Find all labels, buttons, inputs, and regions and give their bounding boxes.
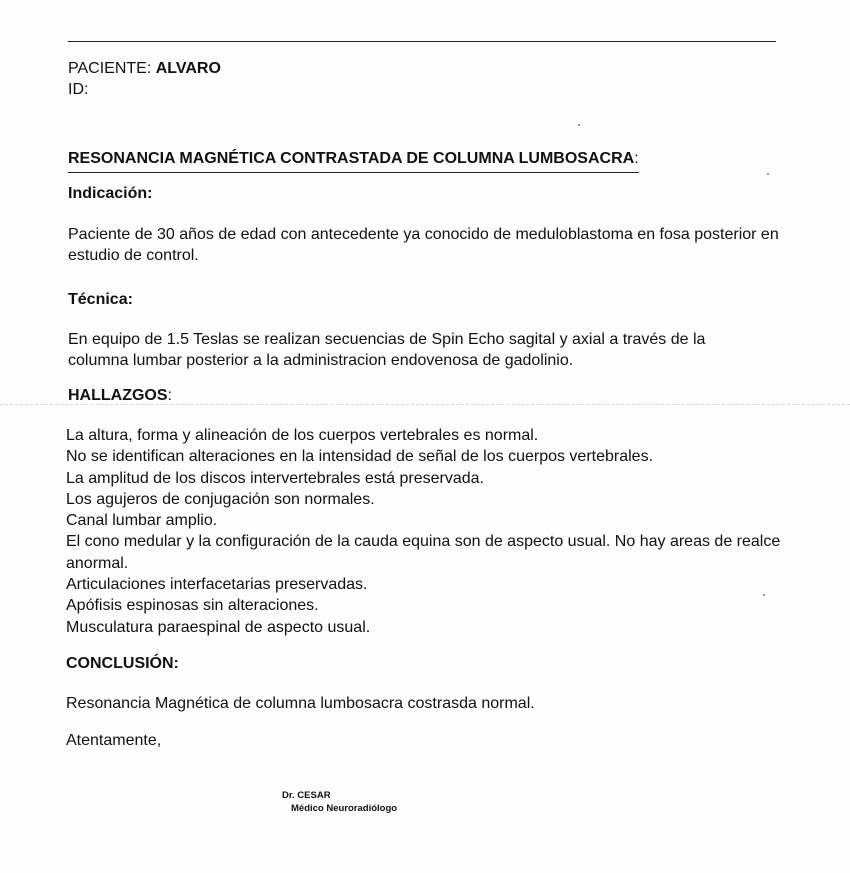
conclusion-heading: CONCLUSIÓN: xyxy=(66,655,179,672)
patient-name: ALVARO xyxy=(155,60,221,77)
scan-speck xyxy=(763,594,765,596)
finding-item: Los agujeros de conjugación son normales. xyxy=(66,490,375,508)
report-title-text: RESONANCIA MAGNÉTICA CONTRASTADA DE COLUMNA LUMBOSACRA xyxy=(68,150,635,167)
finding-item: La amplitud de los discos intervertebrales está preservada. xyxy=(66,469,484,487)
tecnica-text: En equipo de 1.5 Teslas se realizan secuencias de Spin Echo sagital y axial a través de la columna lumbar posterior a la administracion endovenosa de gadolinio. xyxy=(68,331,706,369)
hallazgos-heading xyxy=(68,386,172,406)
signature-name: Dr. CESAR xyxy=(282,790,331,801)
scan-speck xyxy=(578,124,580,126)
finding-item: Musculatura paraespinal de aspecto usual. xyxy=(66,618,371,636)
report-title-colon: : xyxy=(634,150,639,167)
hallazgos-heading-text: HALLAZGOS xyxy=(68,387,168,404)
scan-speck xyxy=(767,173,769,175)
signature-role: Médico Neuroradiólogo xyxy=(291,803,398,814)
patient-line xyxy=(68,59,221,79)
closing-text: Atentamente, xyxy=(66,732,162,749)
finding-item: La altura, forma y alineación de los cuerpos vertebrales es normal. xyxy=(66,427,539,444)
conclusion-text: Resonancia Magnética de columna lumbosacra costrasda normal. xyxy=(66,695,535,712)
finding-item: Articulaciones interfacetarias preservadas. xyxy=(66,576,368,594)
indicacion-heading: Indicación: xyxy=(68,185,153,202)
indicacion-text: Paciente de 30 años de edad con antecedente ya conocido de meduloblastoma en fosa posterior en estudio de control. xyxy=(68,226,779,264)
patient-label: PACIENTE: xyxy=(68,60,152,77)
patient-id-label: ID: xyxy=(68,81,89,98)
finding-item: No se identifican alteraciones en la intensidad de señal de los cuerpos vertebrales. xyxy=(66,448,654,466)
finding-item: Apófisis espinosas sin alteraciones. xyxy=(66,597,319,615)
findings-list xyxy=(66,425,796,638)
finding-item: Canal lumbar amplio. xyxy=(66,512,218,530)
header-rule xyxy=(68,41,776,42)
report-title xyxy=(68,149,639,173)
hallazgos-heading-colon: : xyxy=(167,387,172,404)
tecnica-heading: Técnica: xyxy=(68,291,133,308)
finding-item: El cono medular y la configuración de la cauda equina son de aspecto usual. No hay areas de realce anormal. xyxy=(66,533,781,572)
